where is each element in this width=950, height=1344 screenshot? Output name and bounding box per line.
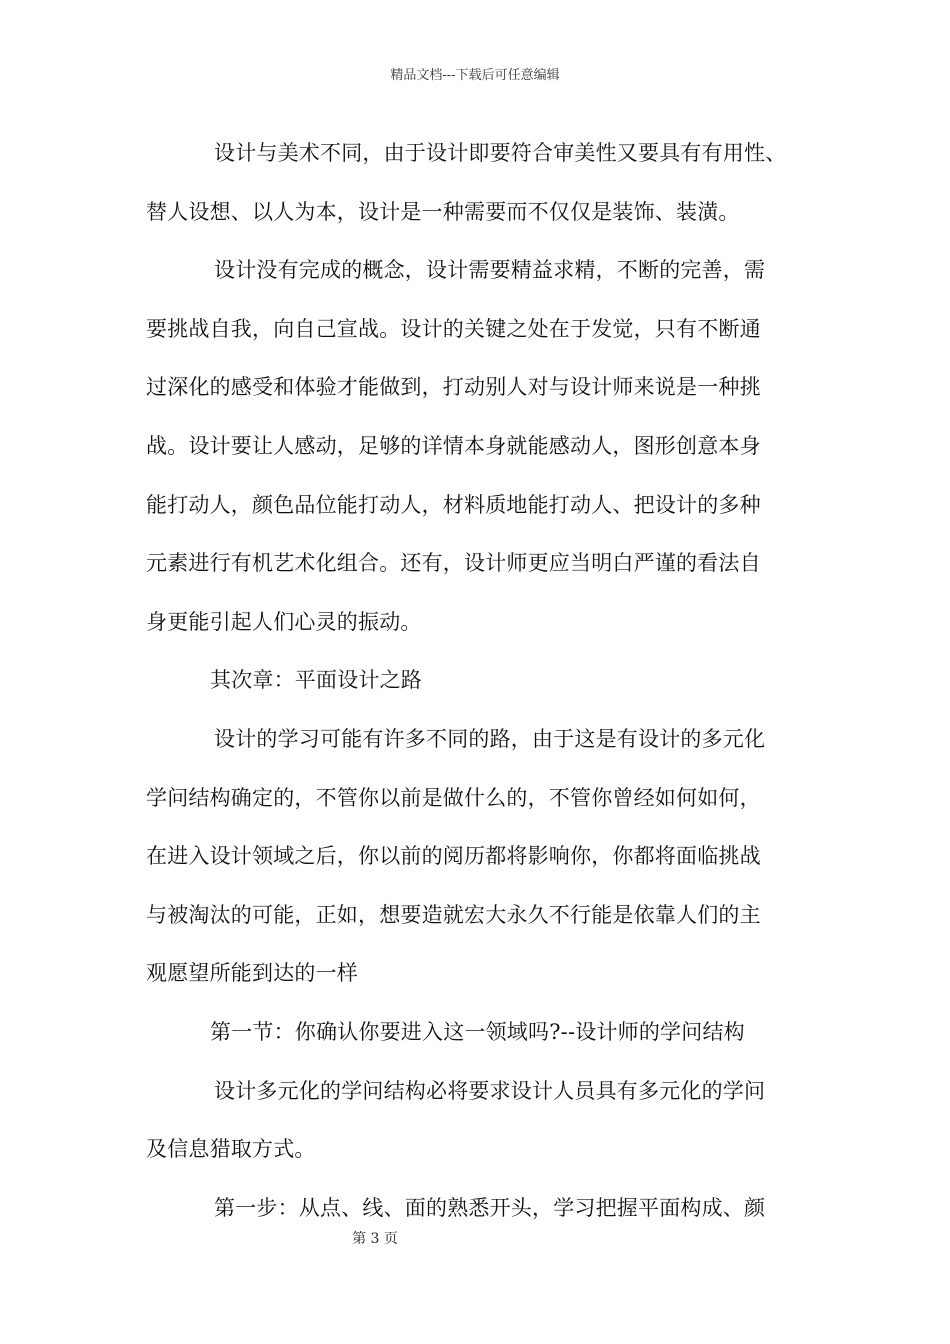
paragraph-line: 元素进行有机艺术化组合。还有，设计师更应当明白严谨的看法自 xyxy=(146,551,761,576)
page-number: 第 3 页 xyxy=(352,1231,398,1247)
paragraph-line: 观愿望所能到达的一样 xyxy=(146,961,358,986)
paragraph-line: 设计的学习可能有许多不同的路，由于这是有设计的多元化 xyxy=(214,726,766,751)
paragraph-line: 要挑战自我，向自己宣战。设计的关键之处在于发觉，只有不断通 xyxy=(146,316,761,341)
paragraph-line: 在进入设计领域之后，你以前的阅历都将影响你，你都将面临挑战 xyxy=(146,844,761,869)
paragraph-line: 设计与美术不同，由于设计即要符合审美性又要具有有用性、 xyxy=(214,141,787,165)
paragraph-line: 及信息猎取方式。 xyxy=(146,1137,316,1162)
paragraph-line: 设计多元化的学问结构必将要求设计人员具有多元化的学问 xyxy=(214,1078,766,1103)
paragraph-line: 替人设想、以人为本，设计是一种需要而不仅仅是装饰、装潢。 xyxy=(146,199,740,224)
page-header: 精品文档---下载后可任意编辑 xyxy=(390,68,560,83)
paragraph-line: 第一步：从点、线、面的熟悉开头，学习把握平面构成、颜 xyxy=(214,1195,766,1220)
section-heading: 第一节：你确认你要进入这一领域吗?--设计师的学问结构 xyxy=(210,1019,745,1044)
document-body xyxy=(146,124,810,1237)
paragraph-line: 过深化的感受和体验才能做到，打动别人对与设计师来说是一种挑 xyxy=(146,375,761,400)
paragraph-line: 设计没有完成的概念，设计需要精益求精，不断的完善，需 xyxy=(214,258,766,283)
paragraph-line: 身更能引起人们心灵的振动。 xyxy=(146,609,422,634)
paragraph-line: 战。设计要让人感动，足够的详情本身就能感动人，图形创意本身 xyxy=(146,433,761,458)
paragraph-line: 与被淘汰的可能，正如，想要造就宏大永久不行能是依靠人们的主 xyxy=(146,902,761,927)
paragraph-line: 能打动人，颜色品位能打动人，材料质地能打动人、把设计的多种 xyxy=(146,492,761,517)
paragraph-line: 学问结构确定的，不管你以前是做什么的，不管你曾经如何如何， xyxy=(146,785,761,810)
chapter-heading: 其次章：平面设计之路 xyxy=(210,668,422,693)
